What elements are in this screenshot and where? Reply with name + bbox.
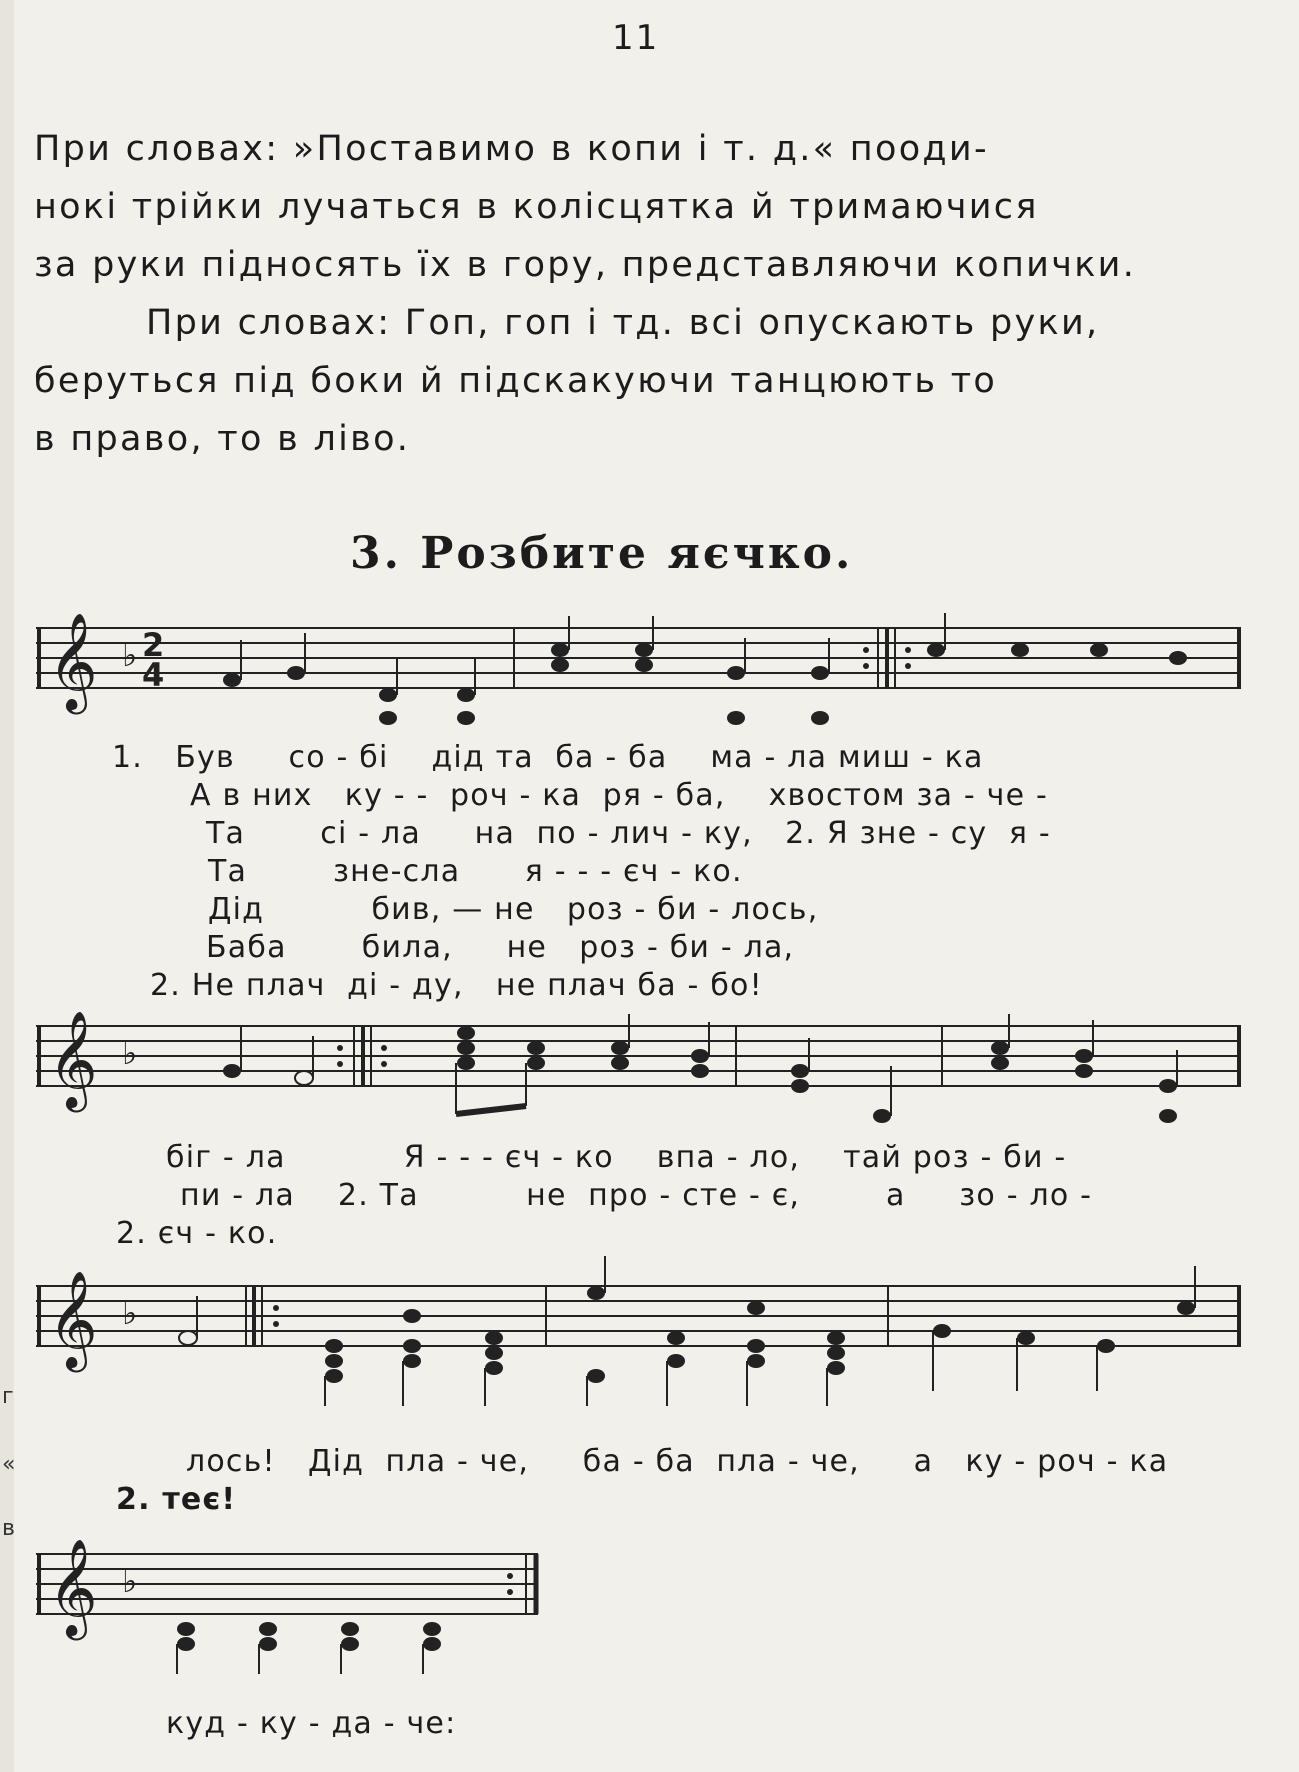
lyric-line: біг - ла Я - - - єч - ко впа - ло, тай роз - би - (166, 1140, 1067, 1175)
lyric-line: пи - ла 2. Та не про - сте - є, а зо - ло - (180, 1178, 1093, 1213)
page-left-edge (0, 0, 14, 1772)
lyric-line: Та сі - ла на по - лич - ку, 2. Я зне - су я - (206, 816, 1051, 851)
lyric-line: куд - ку - да - че: (166, 1706, 457, 1741)
paragraph-line: за руки підносять їх в гору, представляючи копички. (34, 245, 1137, 285)
flat-icon: ♭ (122, 1294, 138, 1332)
edge-mark: в (2, 1516, 15, 1541)
notes-group (177, 1573, 513, 1674)
lyric-line: 1. Був со - бі дід та ба - ба ма - ла миш - ка (112, 740, 984, 775)
treble-clef-icon: 𝄞 (48, 1538, 98, 1636)
notes-group (223, 613, 1187, 725)
lyric-line: 2. Не плач ді - ду, не плач ба - бо! (150, 968, 763, 1003)
paragraph-line: беруться під боки й підскакуючи танцюють то (34, 361, 998, 401)
edge-mark: г (2, 1384, 14, 1409)
lyric-line: лось! Дід пла - че, ба - ба пла - че, а ку - роч - ка (186, 1444, 1169, 1479)
lyric-line: 2. теє! (116, 1482, 237, 1517)
music-staff-3 (36, 1266, 1266, 1416)
treble-clef-icon: 𝄞 (48, 1270, 98, 1368)
paragraph-line: нокі трійки лучаться в колісцятка й тримаючися (34, 187, 1039, 227)
paragraph-line: в право, то в ліво. (34, 419, 411, 459)
music-staff-2 (36, 1006, 1266, 1146)
page-number: 11 (612, 18, 660, 58)
time-signature-top: 2 (142, 626, 165, 664)
paragraph-line: При словах: »Поставимо в копи і т. д.« пооди- (34, 129, 989, 169)
lyric-line: Дід бив, — не роз - би - лось, (208, 892, 819, 927)
treble-clef-icon: 𝄞 (48, 1010, 98, 1108)
edge-mark: « (2, 1452, 16, 1477)
lyric-line: 2. єч - ко. (116, 1216, 278, 1251)
time-signature-bottom: 4 (142, 656, 165, 694)
treble-clef-icon: 𝄞 (48, 612, 98, 710)
lyric-line: Та зне-сла я - - - єч - ко. (208, 854, 743, 889)
song-title: 3. Розбите яєчко. (350, 528, 854, 579)
music-staff-1 (36, 608, 1266, 728)
notes-group (223, 1014, 1177, 1123)
music-staff-4 (36, 1534, 556, 1684)
lyric-line: А в них ку - - роч - ка ря - ба, хвостом за - че - (190, 778, 1049, 813)
lyric-line: Баба била, не роз - би - ла, (206, 930, 795, 965)
flat-icon: ♭ (122, 1562, 138, 1600)
paragraph-line: При словах: Гоп, гоп і тд. всі опускають руки, (146, 303, 1100, 343)
flat-icon: ♭ (122, 636, 138, 674)
flat-icon: ♭ (122, 1034, 138, 1072)
